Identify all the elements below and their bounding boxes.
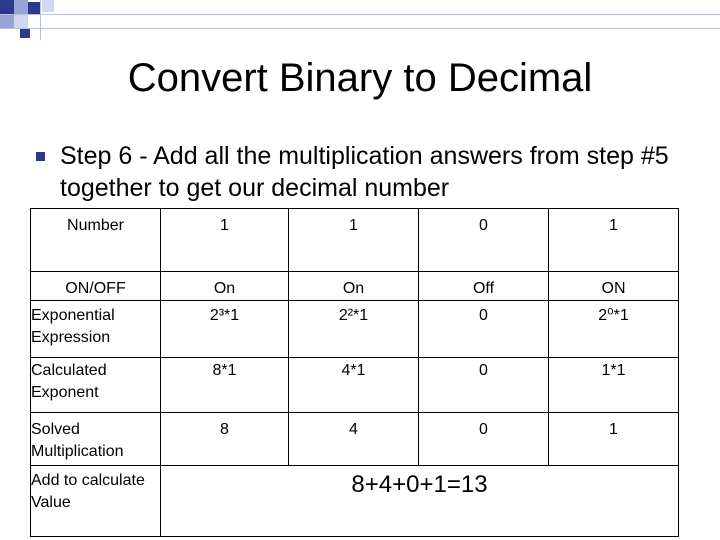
table-cell: 1 xyxy=(549,209,679,272)
table-cell: 2³*1 xyxy=(161,301,289,358)
table-cell: 2²*1 xyxy=(289,301,419,358)
table-row xyxy=(31,209,679,272)
table-cell: 4*1 xyxy=(289,358,419,413)
table-cell: 2⁰*1 xyxy=(549,301,679,358)
rule-tick xyxy=(40,0,41,40)
table-cell: 8*1 xyxy=(161,358,289,413)
table-cell: ON xyxy=(549,272,679,301)
row-header: ON/OFF xyxy=(31,272,161,301)
table-row xyxy=(31,358,679,413)
row-header: Exponential Expression xyxy=(31,301,161,358)
table-cell: 1 xyxy=(161,209,289,272)
table-cell: 1 xyxy=(549,413,679,466)
table-cell: 1*1 xyxy=(549,358,679,413)
slide-title: Convert Binary to Decimal xyxy=(127,56,593,100)
table-cell: 0 xyxy=(419,358,549,413)
bullet-text: Step 6 - Add all the multiplication answers from step #5 together to get our decimal number xyxy=(60,142,669,202)
table-cell: Off xyxy=(419,272,549,301)
table-row xyxy=(31,466,679,537)
top-rule-2 xyxy=(0,28,720,29)
table-row xyxy=(31,301,679,358)
row-header: Number xyxy=(31,209,161,272)
table-cell: On xyxy=(161,272,289,301)
table-cell: 0 xyxy=(419,209,549,272)
result-cell: 8+4+0+1=13 xyxy=(161,466,679,537)
top-rule xyxy=(0,14,720,15)
row-header: Calculated Exponent xyxy=(31,358,161,413)
table-row xyxy=(31,272,679,301)
table-cell: 0 xyxy=(419,413,549,466)
table-row xyxy=(31,413,679,466)
conversion-table xyxy=(30,208,679,537)
row-header: Add to calculate Value xyxy=(31,466,161,537)
row-header: Solved Multiplication xyxy=(31,413,161,466)
table-cell: 8 xyxy=(161,413,289,466)
table-cell: On xyxy=(289,272,419,301)
bullet-square-icon xyxy=(36,152,45,161)
table-cell: 0 xyxy=(419,301,549,358)
table-cell: 4 xyxy=(289,413,419,466)
table-cell: 1 xyxy=(289,209,419,272)
